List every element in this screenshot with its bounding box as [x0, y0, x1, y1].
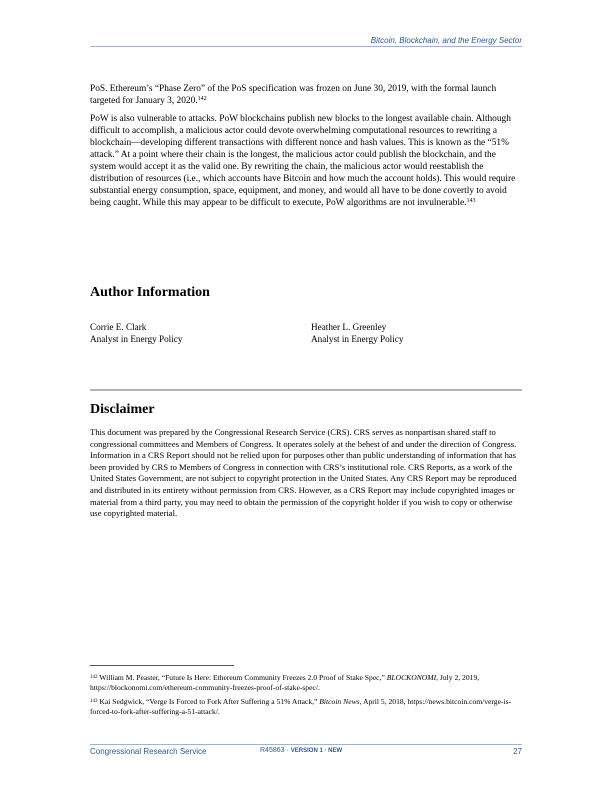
footnote-text: William M. Peaster, “Future Is Here: Ethereum Community Freezes 2.0 Proof of Stake Spec,” [97, 673, 387, 682]
footer-rule [90, 744, 522, 745]
footnote-source: BLOCKONOMI [386, 673, 437, 682]
running-header-title: Bitcoin, Blockchain, and the Energy Sector [370, 36, 522, 45]
footnote-ref-142[interactable]: 142 [197, 96, 207, 102]
footnote-source: Bitcoin News [319, 697, 360, 706]
body-paragraph-1 [90, 83, 522, 107]
author-title: Analyst in Energy Policy [90, 334, 183, 344]
version-label: VERSION 1 · NEW [290, 748, 343, 754]
paragraph-text: PoW is also vulnerable to attacks. PoW blockchains publish new blocks to the longest available chain. Although difficult to accomplish, a malicious actor could devote overwhelming computational resources to rewriting a blockchain—developing different transactions with different nonce and hash values. This is known as the “51% attack.” At a point where their chain is the longest, the malicious actor could publish the blockchain, and the system would accept it as the valid one. By rewriting the chain, the malicious actor would reestablish the distribution of resources (i.e., which accounts have Bitcoin and how much the account holds). This would require substantial energy consumption, space, equipment, and money, and would all have to be done covertly to avoid being caught. While this may appear to be difficult to execute, PoW algorithms are not invulnerable. [90, 114, 516, 208]
footnote-143 [90, 697, 522, 717]
author-title: Analyst in Energy Policy [311, 334, 404, 344]
author-name: Heather L. Greenley [311, 322, 387, 332]
disclaimer-text: This document was prepared by the Congressional Research Service (CRS). CRS serves as nonpartisan shared staff to congressional committees and Members of Congress. It operates solely at the behest of and under the direction of Congress. Information in a CRS Report should not be relied upon for purposes other than public understanding of information that has been provided by CRS to Members of Congress in connection with CRS’s institutional role. CRS Reports, as a work of the United States Government, are not subject to copyright protection in the United States. Any CRS Report may be reproduced and distributed in its entirety without permission from CRS. However, as a CRS Report may include copyrighted images or material from a third party, you may need to obtain the permission of the copyright holder if you wish to copy or otherwise use copyrighted material. [90, 427, 517, 519]
author-name: Corrie E. Clark [90, 322, 147, 332]
footnote-ref-143[interactable]: 143 [466, 198, 476, 204]
author-block-2 [311, 321, 403, 345]
disclaimer-heading: Disclaimer [90, 402, 155, 417]
footnote-number: 143 [90, 699, 98, 704]
author-block-1 [90, 321, 182, 345]
footnote-number: 142 [90, 675, 98, 680]
body-paragraph-2 [90, 113, 522, 209]
footer-report-id [260, 747, 342, 754]
footnote-text: Kai Sedgwick, “Verge Is Forced to Fork After Suffering a 51% Attack,” [97, 697, 320, 706]
paragraph-text: PoS. Ethereum’s “Phase Zero” of the PoS specification was frozen on June 30, 2019, with the formal launch targeted for January 3, 2020. [90, 84, 497, 106]
footnote-rule [90, 665, 234, 666]
header-rule [90, 46, 522, 47]
footer-org: Congressional Research Service [90, 747, 207, 756]
page-number: 27 [513, 747, 522, 756]
section-separator [90, 389, 522, 391]
footnote-text-tail[interactable]: , April 5, 2018, https://news.bitcoin.com/verge-is-forced-to-fork-after-suffering-a-51-attack/. [90, 697, 512, 716]
report-id: R45863 [260, 747, 285, 754]
author-info-heading: Author Information [90, 285, 210, 300]
footnote-text-tail[interactable]: , July 2, 2019, https://blockonomi.com/ethereum-community-freezes-proof-of-stake-spec/. [90, 673, 480, 692]
footer-separator: · [284, 747, 291, 754]
footnote-142 [90, 673, 522, 693]
